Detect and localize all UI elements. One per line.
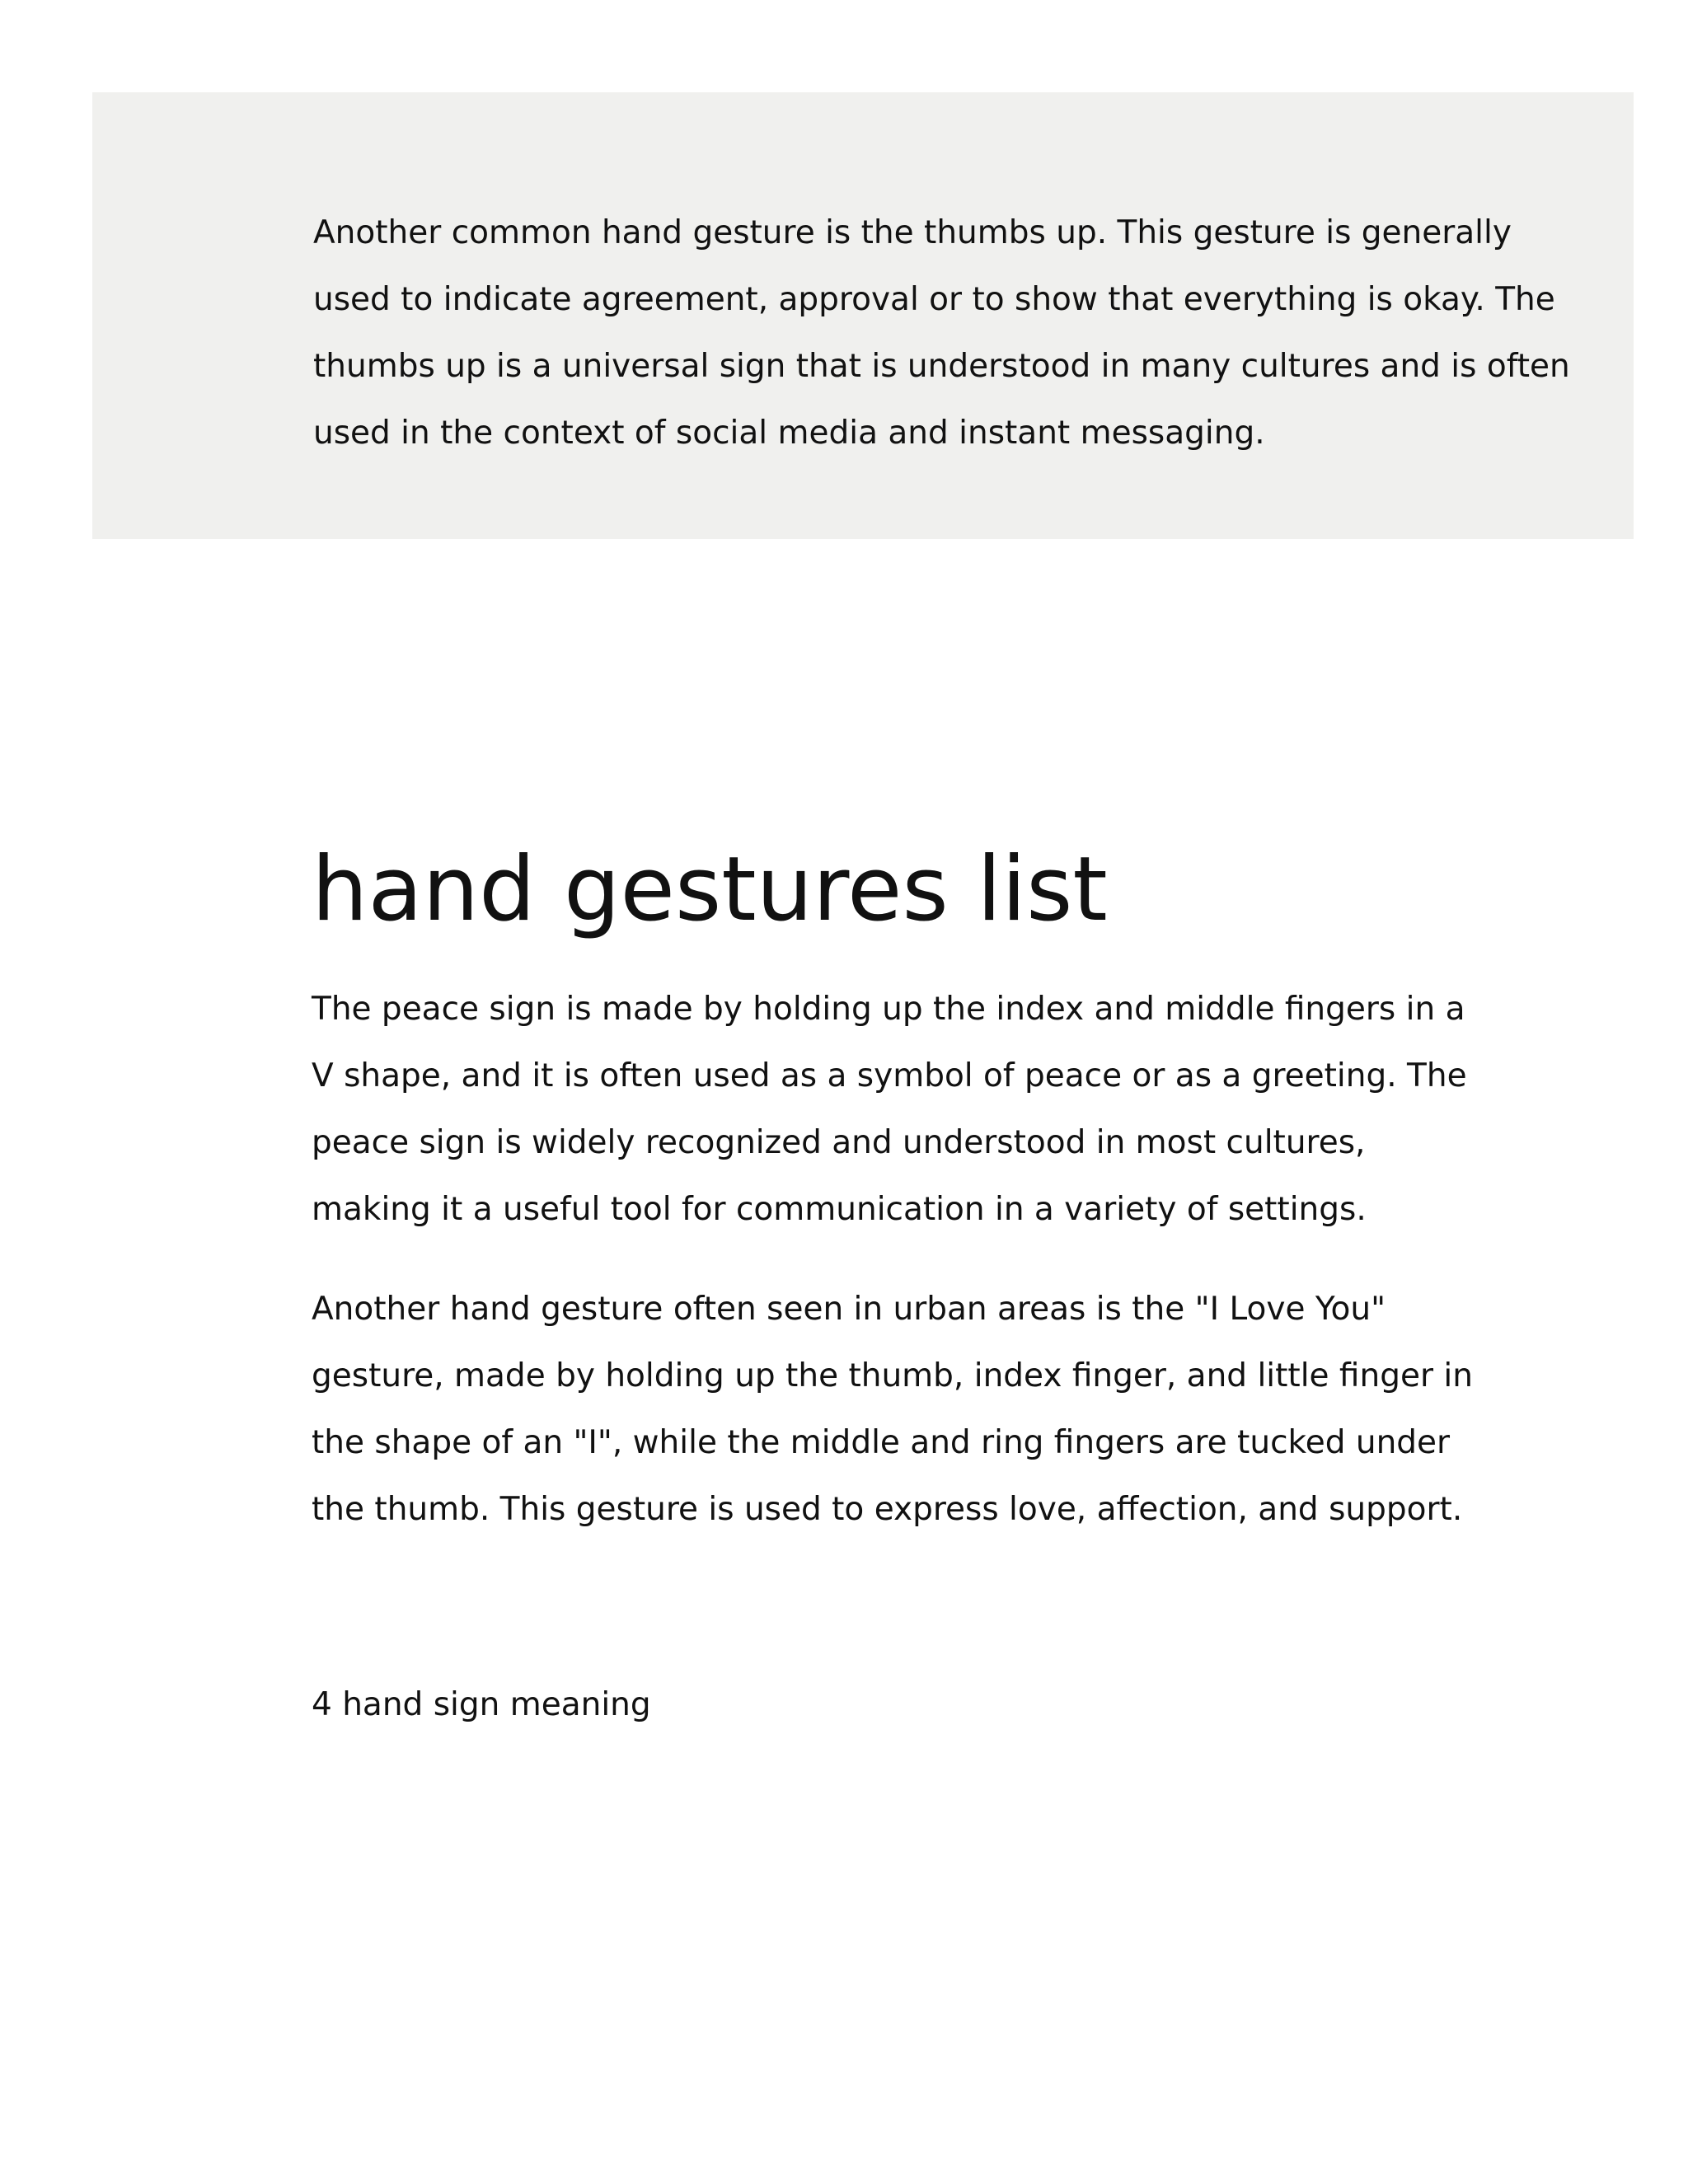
subheading-hand-sign-meaning: 4 hand sign meaning <box>312 1686 651 1723</box>
callout-box <box>92 92 1634 539</box>
section-title: hand gestures list <box>312 838 1108 941</box>
callout-paragraph: Another common hand gesture is the thumbs up. This gesture is generally used to indicate agreement, approval or to show that everything is okay. The thumbs up is a universal sign that is understood in many cultures and is often used in the context of social media and instant messaging. <box>313 214 1570 452</box>
paragraph-peace-sign: The peace sign is made by holding up the index and middle fingers in a V shape, and it is often used as a symbol of peace or as a greeting. The peace sign is widely recognized and understood in most cultures, making it a useful tool for communication in a variety of settings. <box>312 991 1467 1228</box>
paragraph-i-love-you-gesture: Another hand gesture often seen in urban areas is the "I Love You" gesture, made by holding up the thumb, index finger, and little finger in the shape of an "I", while the middle and ring fingers are tucked under the thumb. This gesture is used to express love, affection, and support. <box>312 1291 1473 1528</box>
